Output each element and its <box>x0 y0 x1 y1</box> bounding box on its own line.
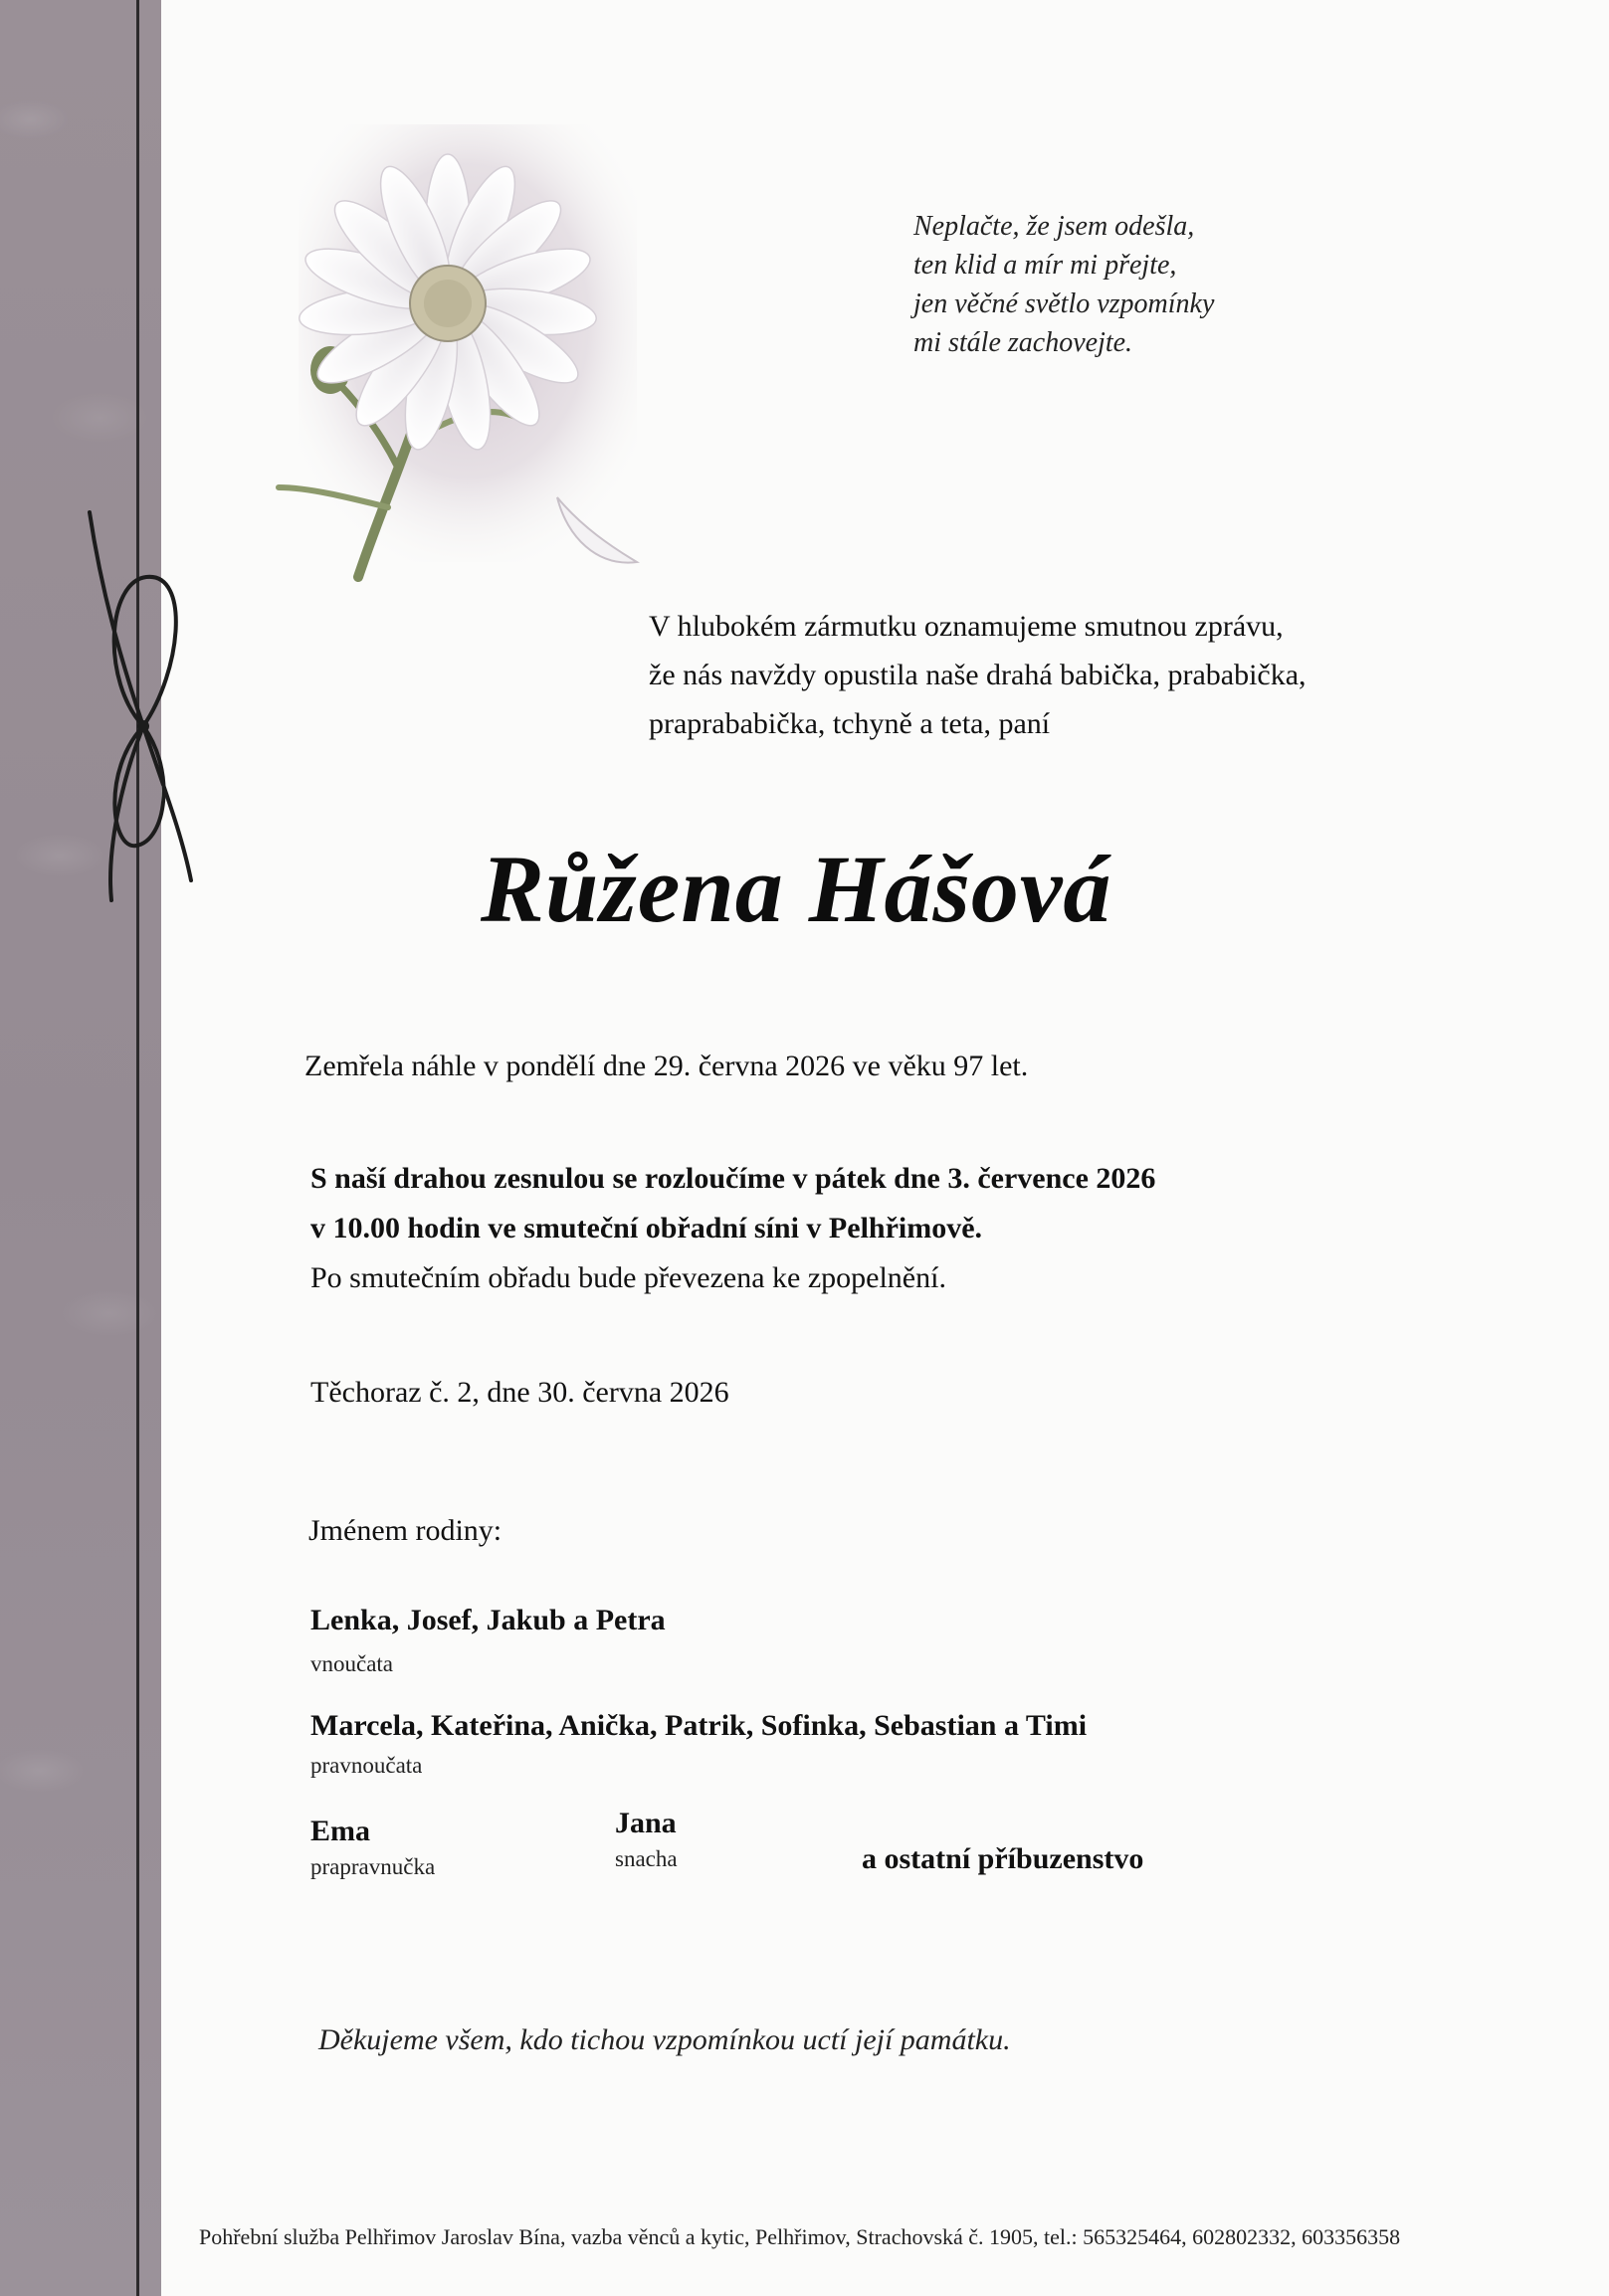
deceased-name: Růžena Hášová <box>481 836 1112 942</box>
poem-line: Neplačte, že jsem odešla, <box>913 211 1195 242</box>
ribbon-bow-icon <box>82 502 201 920</box>
place-and-date: Těchoraz č. 2, dne 30. června 2026 <box>310 1376 729 1409</box>
family-great-great-granddaughter-role: prapravnučka <box>310 1854 436 1879</box>
family-great-grandchildren-names: Marcela, Kateřina, Anička, Patrik, Sofinka, Sebastian a Timi <box>310 1709 1088 1742</box>
poem-line: mi stále zachovejte. <box>913 327 1133 358</box>
family-grandchildren-names: Lenka, Josef, Jakub a Petra <box>310 1604 666 1636</box>
family-daughter-in-law-role: snacha <box>615 1846 678 1871</box>
poem-line: ten klid a mír mi přejte, <box>913 250 1177 281</box>
on-behalf-label: Jménem rodiny: <box>308 1514 503 1547</box>
family-great-great-granddaughter-name: Ema <box>310 1815 370 1847</box>
sidebar-vertical-line <box>136 0 139 2296</box>
daisy-flower-image <box>269 109 667 607</box>
announcement-line: V hlubokém zármutku oznamujeme smutnou zprávu, <box>649 610 1284 643</box>
farewell-details <box>310 1154 1155 1303</box>
funeral-service-footer: Pohřební služba Pelhřimov Jaroslav Bína, vazba věnců a kytic, Pelhřimov, Strachovská č. 1905, tel.: 565325464, 602802332, 603356358 <box>199 2224 1401 2249</box>
farewell-line-bold: S naší drahou zesnulou se rozloučíme v pátek dne 3. července 2026 <box>310 1162 1156 1195</box>
family-grandchildren-role: vnoučata <box>310 1651 394 1676</box>
family-daughter-in-law-name: Jana <box>615 1807 677 1839</box>
farewell-line: Po smutečním obřadu bude převezena ke zpopelnění. <box>310 1261 946 1294</box>
farewell-line-bold: v 10.00 hodin ve smuteční obřadní síni v Pelhřimově. <box>310 1212 983 1244</box>
family-great-grandchildren-role: pravnoučata <box>310 1753 423 1778</box>
thanks-message: Děkujeme všem, kdo tichou vzpomínkou uctí její památku. <box>318 2023 1011 2056</box>
announcement-line: praprababička, tchyně a teta, paní <box>649 707 1051 740</box>
announcement-line: že nás navždy opustila naše drahá babička, prababička, <box>649 659 1307 691</box>
poem-verse <box>913 207 1331 362</box>
poem-line: jen věčné světlo vzpomínky <box>913 288 1215 319</box>
family-other-relatives: a ostatní příbuzenstvo <box>862 1842 1144 1875</box>
death-notice: Zemřela náhle v pondělí dne 29. června 2026 ve věku 97 let. <box>304 1050 1029 1082</box>
announcement-text <box>649 602 1445 748</box>
